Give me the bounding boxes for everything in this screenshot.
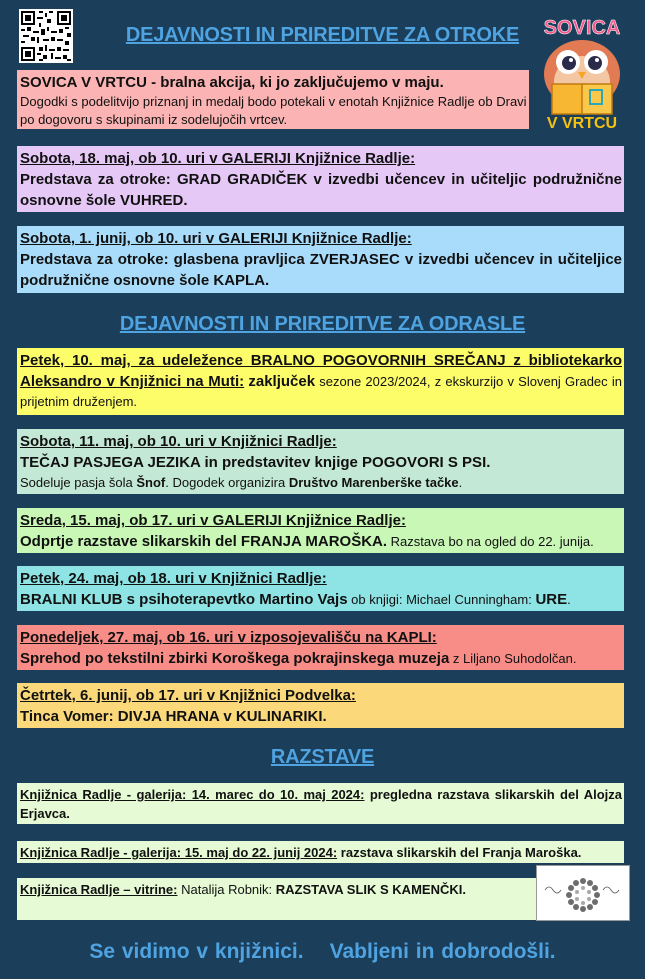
event-text: . Dogodek organizira bbox=[165, 475, 289, 490]
exhibition-robnik bbox=[17, 878, 624, 920]
event-date: Petek, 24. maj, ob 18. uri v Knjižnici Radlje: bbox=[20, 570, 327, 587]
event-razstava-maroska bbox=[17, 508, 624, 553]
exhibition-text: Natalija Robnik: bbox=[177, 882, 276, 897]
event-highlight: TEČAJ PASJEGA JEZIKA in predstavitev knjige POGOVORI S PSI. bbox=[20, 454, 491, 471]
heading-children: DEJAVNOSTI IN PRIREDITVE ZA OTROKE bbox=[125, 24, 520, 46]
sovica-logo bbox=[530, 12, 635, 132]
logo-subtitle: V VRTCU bbox=[546, 115, 618, 132]
exhibition-erjavec bbox=[17, 783, 624, 824]
event-text: Predstava za otroke: glasbena pravljica ZVERJASEC v izvedbi učencev in učiteljice podružnične osnovne šole KAPLA. bbox=[20, 251, 622, 289]
exhibition-place: Knjižnica Radlje - galerija: 14. marec do 10. maj 2024: bbox=[20, 787, 365, 802]
pebble-art-image bbox=[536, 865, 630, 921]
exhibition-maroska bbox=[17, 841, 624, 863]
book-title: URE bbox=[535, 591, 568, 608]
dog-school-name: Šnof bbox=[136, 475, 166, 490]
event-bralno-pogovorna-srecanja bbox=[17, 348, 624, 415]
event-text: Sodeluje pasja šola bbox=[20, 475, 137, 490]
event-text: z Liljano Suhodolčan. bbox=[449, 651, 577, 666]
event-date: Petek, 10. maj, za udeležence BRALNO POGOVORNIH SREČANJ z bibliotekarko Aleksandro v Knjižnici na Muti: bbox=[20, 352, 622, 390]
footer-right: Vabljeni in dobrodošli. bbox=[329, 940, 556, 963]
event-highlight: BRALNI KLUB s psihoterapevtko Martino Vajs bbox=[20, 591, 348, 608]
event-tecaj-pasjega-jezika bbox=[17, 429, 624, 494]
organizer-name: Društvo Marenberške tačke bbox=[288, 475, 459, 490]
event-grad-gradicek bbox=[17, 146, 624, 212]
event-text: . bbox=[458, 475, 463, 490]
heading-adults: DEJAVNOSTI IN PRIREDITVE ZA ODRASLE bbox=[119, 313, 526, 335]
heading-exhibitions: RAZSTAVE bbox=[270, 746, 375, 768]
event-date: Sobota, 11. maj, ob 10. uri v Knjižnici Radlje: bbox=[20, 433, 337, 450]
event-text: Predstava za otroke: GRAD GRADIČEK v izvedbi učencev in učiteljic podružnične osnovne šole VUHRED. bbox=[20, 171, 622, 209]
exhibition-place: Knjižnica Radlje – vitrine: bbox=[20, 882, 178, 897]
event-highlight: Odprtje razstave slikarskih del FRANJA MAROŠKA. bbox=[20, 533, 388, 550]
exhibition-text: razstava slikarskih del Franja Maroška. bbox=[337, 845, 582, 860]
event-text: sezone 2023/2024, z ekskurzijo v Slovenj Gradec in prijetnim druženjem. bbox=[20, 374, 622, 409]
event-sovica-v-vrtcu bbox=[17, 70, 529, 129]
event-highlight: Tinca Vomer: DIVJA HRANA v KULINARIKI. bbox=[20, 708, 327, 725]
event-date: Sobota, 18. maj, ob 10. uri v GALERIJI Knjižnice Radlje: bbox=[20, 150, 416, 167]
exhibition-text: pregledna razstava slikarskih del Alojza Erjavca. bbox=[20, 787, 622, 821]
event-title: SOVICA V VRTCU - bralna akcija, ki jo zaključujemo v maju. bbox=[20, 74, 444, 91]
event-sprehod-kapla bbox=[17, 625, 624, 670]
event-divja-hrana bbox=[17, 683, 624, 728]
event-text: Razstava bo na ogled do 22. junija. bbox=[387, 534, 594, 549]
footer-slogan bbox=[0, 940, 645, 964]
event-highlight: Sprehod po tekstilni zbirki Koroškega pokrajinskega muzeja bbox=[20, 650, 450, 667]
footer-left: Se vidimo v knjižnici. bbox=[89, 940, 304, 963]
event-date: Sobota, 1. junij, ob 10. uri v GALERIJI Knjižnice Radlje: bbox=[20, 230, 412, 247]
event-zverjasec bbox=[17, 226, 624, 293]
event-text: . bbox=[567, 592, 571, 607]
exhibition-place: Knjižnica Radlje - galerija: 15. maj do 22. junij 2024: bbox=[20, 845, 338, 860]
event-bralni-klub bbox=[17, 566, 624, 611]
event-text: Dogodki s podelitvijo priznanj in medalj bodo potekali v enotah Knjižnice Radlje ob Dravi po dogovoru s skupinami iz sodelujočih vrtcev. bbox=[20, 94, 527, 127]
exhibition-title: RAZSTAVA SLIK S KAMENČKI. bbox=[275, 882, 466, 897]
event-highlight: zaključek bbox=[248, 373, 316, 390]
event-text: ob knjigi: Michael Cunningham: bbox=[347, 592, 536, 607]
event-date: Četrtek, 6. junij, ob 17. uri v Knjižnici Podvelka: bbox=[20, 687, 356, 704]
event-date: Ponedeljek, 27. maj, ob 16. uri v izposojevališču na KAPLI: bbox=[20, 629, 437, 646]
logo-title: SOVICA bbox=[543, 17, 621, 39]
event-date: Sreda, 15. maj, ob 17. uri v GALERIJI Knjižnice Radlje: bbox=[20, 512, 406, 529]
